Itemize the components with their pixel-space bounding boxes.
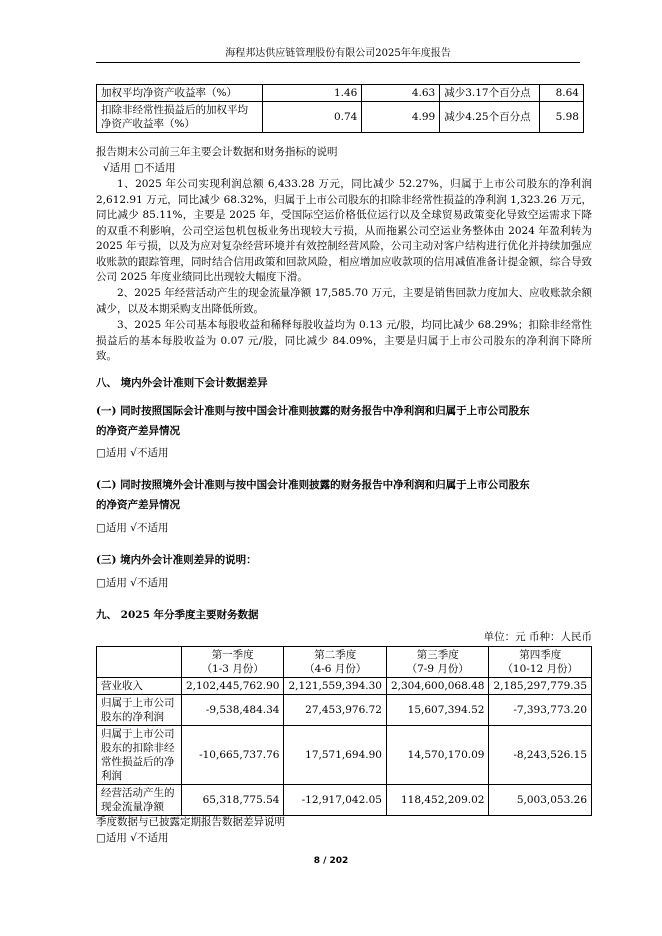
section-8-sub2-line1: (二) 同时按照境外会计准则与按中国会计准则披露的财务报告中净利润和归属于上市公司股东 xyxy=(96,479,530,491)
explain-paragraph-2: 2、2025 年经营活动产生的现金流量净额 17,585.70 万元，主要是销售回款力度加大、应收账款余额减少，以及本期采购支出降低所致。 xyxy=(96,287,592,315)
unit-label: 单位：元 币种：人民币 xyxy=(483,631,592,643)
change-cell: 减少3.17个百分点 xyxy=(440,85,540,102)
table-row xyxy=(97,85,584,102)
row-label: 归属于上市公司股东的扣除非经常性损益后的净利润 xyxy=(97,726,182,785)
section-8-sub1-line2: 的净资产差异情况 xyxy=(96,425,180,437)
column-header xyxy=(386,647,489,678)
value-cell: 65,318,775.54 xyxy=(181,785,284,816)
quarter-months: （10-12 月份） xyxy=(502,663,579,675)
page-number: 8 / 202 xyxy=(313,856,349,866)
table-row xyxy=(97,785,592,816)
section-9-title: 九、 2025 年分季度主要财务数据 xyxy=(96,609,259,621)
page-header: 海程邦达供应链管理股份有限公司2025年年度报告 xyxy=(225,48,451,59)
section-8-sub2-line2: 的净资产差异情况 xyxy=(96,499,180,511)
value-cell: 0.74 xyxy=(262,102,362,133)
column-header xyxy=(284,647,387,678)
value-cell: 118,452,209.02 xyxy=(386,785,489,816)
section-8-sub2-option: □适用 √不适用 xyxy=(96,522,169,534)
column-header xyxy=(489,647,592,678)
value-cell: -10,665,737.76 xyxy=(181,726,284,785)
explain-option: √适用 □不适用 xyxy=(103,162,176,174)
table-row xyxy=(97,102,584,133)
quarter-name: 第一季度 xyxy=(211,649,254,661)
value-cell: 2,304,600,068.48 xyxy=(386,678,489,695)
value-cell: 2,102,445,762.90 xyxy=(181,678,284,695)
row-label: 加权平均净资产收益率（%） xyxy=(97,85,263,102)
row-label: 扣除非经常性损益后的加权平均净资产收益率（%） xyxy=(97,102,263,133)
value-cell: 4.99 xyxy=(362,102,440,133)
footnote-title: 季度数据与已披露定期报告数据差异说明 xyxy=(96,816,285,828)
table-row xyxy=(97,695,592,726)
quarter-name: 第四季度 xyxy=(519,649,562,661)
value-cell: 4.63 xyxy=(362,85,440,102)
column-header xyxy=(181,647,284,678)
quarterly-data-table xyxy=(96,646,592,816)
header-rule xyxy=(96,62,580,63)
value-cell: 17,571,694.90 xyxy=(284,726,387,785)
header-blank xyxy=(97,647,182,678)
value-cell: 2,185,297,779.35 xyxy=(489,678,592,695)
value-cell: -7,393,773.20 xyxy=(489,695,592,726)
explain-title: 报告期末公司前三年主要会计数据和财务指标的说明 xyxy=(96,146,338,158)
value-cell: 5.98 xyxy=(540,102,584,133)
value-cell: 1.46 xyxy=(262,85,362,102)
value-cell: 27,453,976.72 xyxy=(284,695,387,726)
explain-paragraph-3: 3、2025 年公司基本每股收益和稀释每股收益均为 0.13 元/股，均同比减少 68.29%；扣除非经常性损益后的基本每股收益为 0.07 元/股，同比减少 84.09%，主要是归属于上市公司股东的净利润下降所致。 xyxy=(96,319,592,362)
value-cell: 2,121,559,394.30 xyxy=(284,678,387,695)
value-cell: 8.64 xyxy=(540,85,584,102)
value-cell: 15,607,394.52 xyxy=(386,695,489,726)
table-header-row xyxy=(97,647,592,678)
value-cell: -12,917,042.05 xyxy=(284,785,387,816)
value-cell: -9,538,484.34 xyxy=(181,695,284,726)
quarter-months: （7-9 月份） xyxy=(406,663,469,675)
section-8-sub3: (三) 境内外会计准则差异的说明： xyxy=(96,554,257,566)
value-cell: 5,003,053.26 xyxy=(489,785,592,816)
value-cell: 14,570,170.09 xyxy=(386,726,489,785)
table-row xyxy=(97,726,592,785)
quarter-months: （1-3 月份） xyxy=(201,663,264,675)
explain-paragraph-1: 1、2025 年公司实现利润总额 6,433.28 万元，同比减少 52.27%，归属于上市公司股东的净利润 2,612.91 万元，同比减少 68.32%，归属于上市公司股东的扣除非经常性损益的净利润 1,323.26 万元，同比减少 85.11%，主要是 2025 年，受国际空运价格低位运行以及全球贸易政策变化导致空运需求下降的双重不利影响，公司空运包机包板业务出现较大亏损，从而拖累公司空运业务整体由 2024 年盈利转为 2025 年亏损，以及为应对复杂经营环境并有效控制经营风险，公司主动对客户结构进行优化并持续加强应收账款的跟踪管理，同时结合信用政策和回款风险，相应增加应收款项的信用减值准备计提金额，综合导致公司 2025 年度业绩同比出现较大幅度下滑。 xyxy=(96,178,592,283)
return-on-equity-table xyxy=(96,84,584,133)
quarter-name: 第三季度 xyxy=(416,649,459,661)
change-cell: 减少4.25个百分点 xyxy=(440,102,540,133)
value-cell: -8,243,526.15 xyxy=(489,726,592,785)
row-label: 经营活动产生的现金流量净额 xyxy=(97,785,182,816)
quarter-months: （4-6 月份） xyxy=(304,663,367,675)
row-label: 归属于上市公司股东的净利润 xyxy=(97,695,182,726)
section-8-sub1-line1: (一) 同时按照国际会计准则与按中国会计准则披露的财务报告中净利润和归属于上市公司股东 xyxy=(96,405,530,417)
table-row xyxy=(97,678,592,695)
section-8-sub1-option: □适用 √不适用 xyxy=(96,447,169,459)
quarter-name: 第二季度 xyxy=(314,649,357,661)
section-8-title: 八、 境内外会计准则下会计数据差异 xyxy=(96,377,268,389)
section-8-sub3-option: □适用 √不适用 xyxy=(96,577,169,589)
row-label: 营业收入 xyxy=(97,678,182,695)
footnote-option: □适用 √不适用 xyxy=(96,832,169,844)
